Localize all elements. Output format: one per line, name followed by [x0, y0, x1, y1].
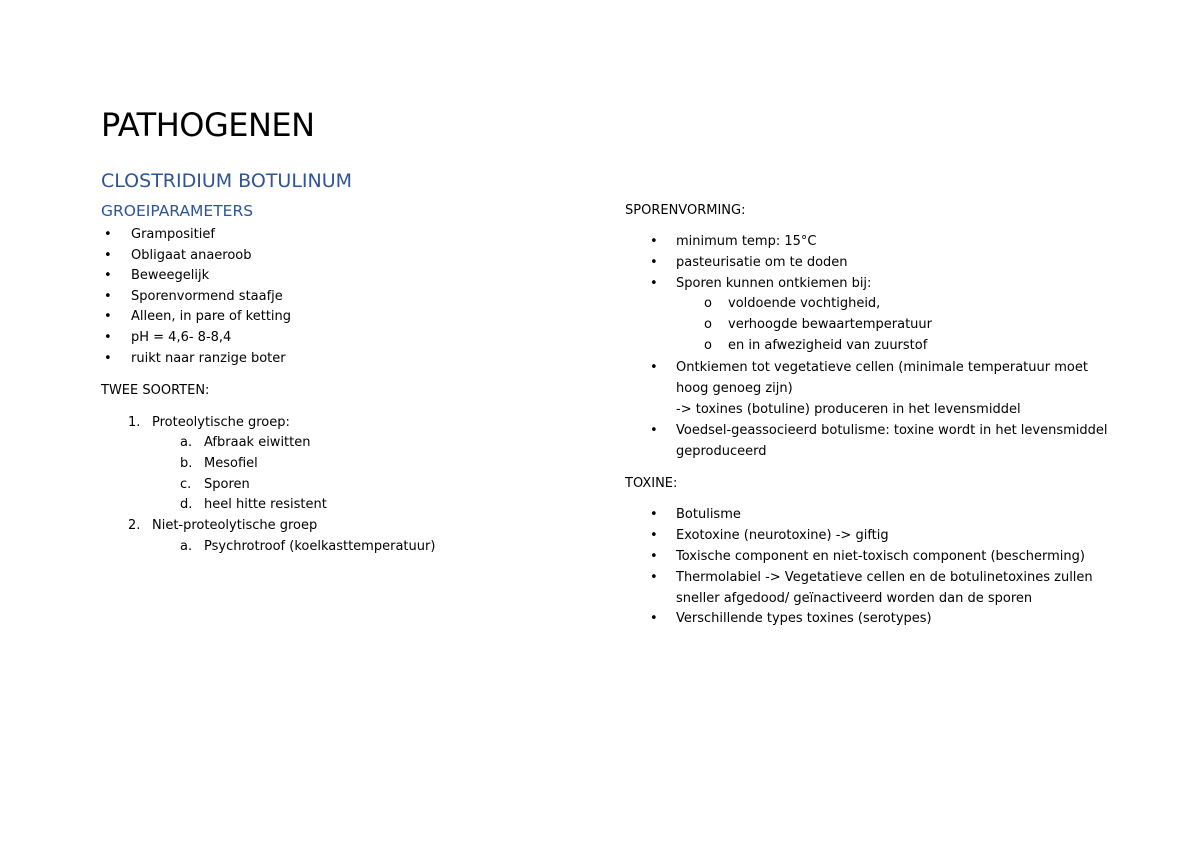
list-item: Proteolytische groep: [152, 415, 290, 430]
toxine-label: TOXINE: [625, 476, 678, 491]
list-bullet: • [650, 507, 658, 522]
list-item: Voedsel-geassocieerd botulisme: toxine wordt in het levensmiddel [676, 423, 1108, 438]
list-item: en in afwezigheid van zuurstof [728, 338, 928, 353]
list-item: Grampositief [131, 227, 215, 242]
list-bullet: • [650, 528, 658, 543]
list-bullet: • [650, 255, 658, 270]
list-item: Alleen, in pare of ketting [131, 309, 292, 324]
list-item: Sporenvormend staafje [131, 289, 283, 304]
list-bullet: • [104, 289, 112, 304]
list-item: Mesofiel [204, 456, 258, 471]
spores-label: SPORENVORMING: [625, 203, 746, 218]
list-item: verhoogde bewaartemperatuur [728, 317, 932, 332]
types-label: TWEE SOORTEN: [101, 383, 210, 398]
list-bullet: • [650, 276, 658, 291]
list-item: Niet-proteolytische groep [152, 518, 318, 533]
sub-bullet: o [704, 338, 712, 353]
list-item-continuation: geproduceerd [676, 444, 767, 459]
list-item: Toxische component en niet-toxisch component (bescherming) [676, 549, 1085, 564]
list-item-continuation: sneller afgedood/ geïnactiveerd worden dan de sporen [676, 591, 1033, 606]
list-item: Psychrotroof (koelkasttemperatuur) [204, 539, 436, 554]
list-item: Ontkiemen tot vegetatieve cellen (minimale temperatuur moet [676, 360, 1088, 375]
list-letter: a. [180, 435, 193, 450]
list-bullet: • [104, 268, 112, 283]
list-letter: b. [180, 456, 193, 471]
sub-bullet: o [704, 317, 712, 332]
list-item: heel hitte resistent [204, 497, 327, 512]
list-bullet: • [104, 330, 112, 345]
list-item: Botulisme [676, 507, 741, 522]
list-number: 1. [128, 415, 141, 430]
list-item: Obligaat anaeroob [131, 248, 252, 263]
list-bullet: • [650, 570, 658, 585]
list-bullet: • [650, 423, 658, 438]
list-letter: c. [180, 477, 192, 492]
list-bullet: • [104, 351, 112, 366]
list-bullet: • [650, 360, 658, 375]
list-item: Verschillende types toxines (serotypes) [676, 611, 932, 626]
list-item: ruikt naar ranzige boter [131, 351, 286, 366]
list-bullet: • [104, 248, 112, 263]
list-item: pH = 4,6- 8-8,4 [131, 330, 232, 345]
list-item: pasteurisatie om te doden [676, 255, 848, 270]
list-item: Thermolabiel -> Vegetatieve cellen en de botulinetoxines zullen [676, 570, 1093, 585]
list-item: Afbraak eiwitten [204, 435, 311, 450]
list-letter: d. [180, 497, 193, 512]
list-item: voldoende vochtigheid, [728, 296, 881, 311]
list-bullet: • [104, 227, 112, 242]
list-item: minimum temp: 15°C [676, 234, 817, 249]
list-bullet: • [650, 611, 658, 626]
list-item: Sporen [204, 477, 250, 492]
sub-bullet: o [704, 296, 712, 311]
list-item-continuation: hoog genoeg zijn) [676, 381, 793, 396]
list-bullet: • [650, 234, 658, 249]
list-number: 2. [128, 518, 141, 533]
list-item: Beweegelijk [131, 268, 210, 283]
list-bullet: • [104, 309, 112, 324]
page-title: PATHOGENEN [101, 106, 315, 144]
section-heading: CLOSTRIDIUM BOTULINUM [101, 170, 353, 192]
list-item: Exotoxine (neurotoxine) -> giftig [676, 528, 889, 543]
list-letter: a. [180, 539, 193, 554]
list-bullet: • [650, 549, 658, 564]
list-item: Sporen kunnen ontkiemen bij: [676, 276, 872, 291]
subsection-heading: GROEIPARAMETERS [101, 202, 254, 220]
list-item-continuation: -> toxines (botuline) produceren in het levensmiddel [676, 402, 1021, 417]
